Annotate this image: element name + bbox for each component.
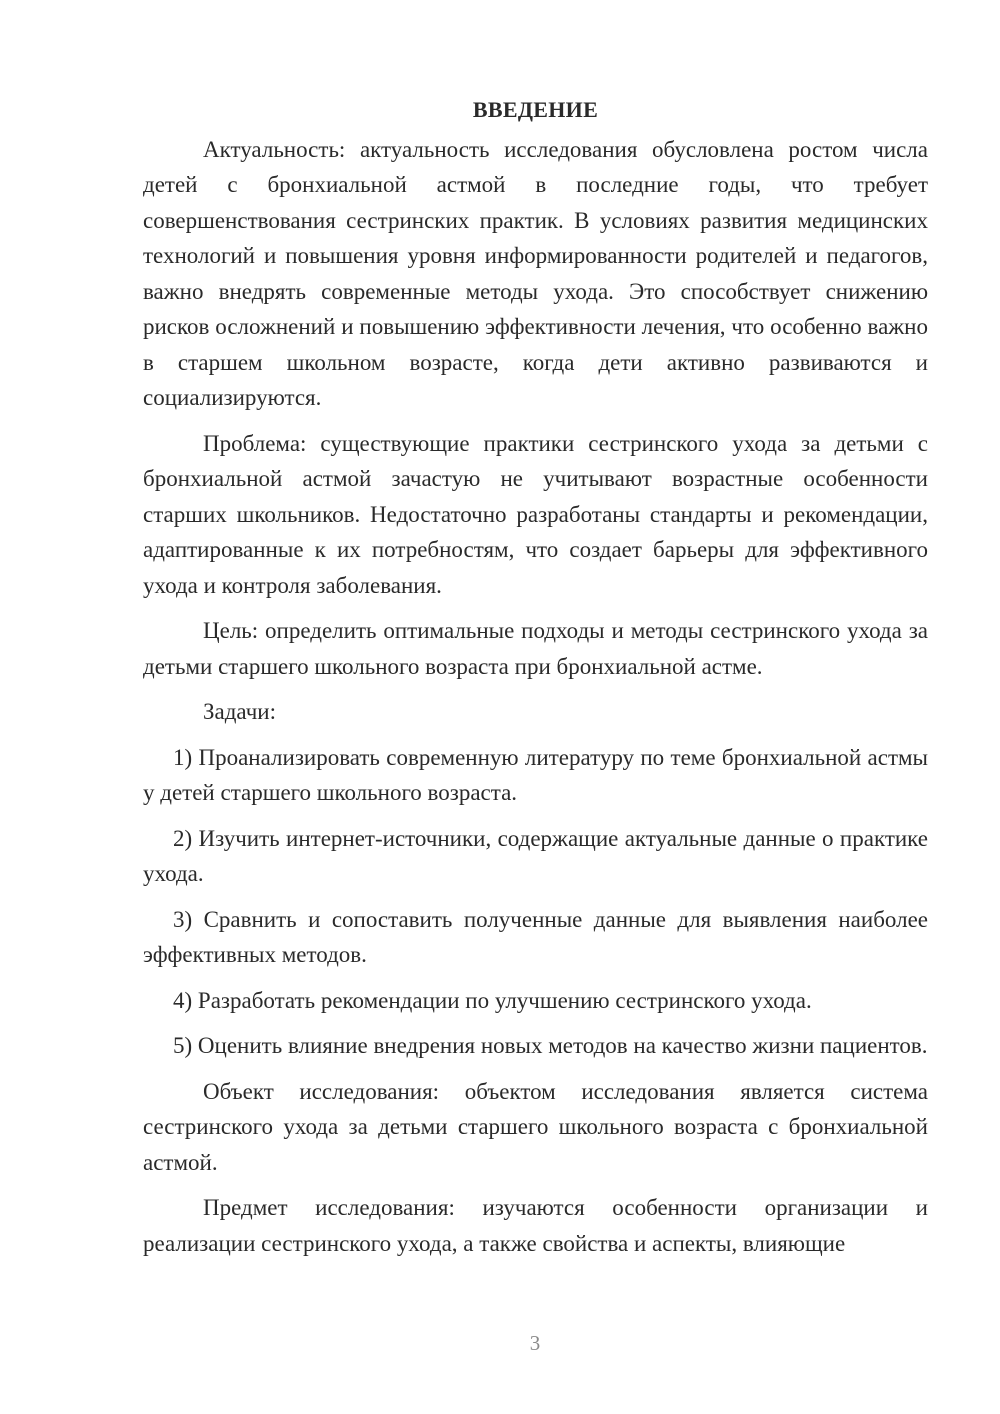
problem-paragraph: Проблема: существующие практики сестринского ухода за детьми с бронхиальной астмой зачастую не учитывают возрастные особенности старших школьников. Недостаточно разработаны стандарты и рекомендации, адаптированные к их потребностям, что создает барьеры для эффективного ухода и контроля заболевания. — [143, 430, 928, 598]
page-content — [143, 92, 928, 1271]
task-item: 1) Проанализировать современную литературу по теме бронхиальной астмы у детей старшего школьного возраста. — [143, 744, 928, 805]
task-item: 3) Сравнить и сопоставить полученные данные для выявления наиболее эффективных методов. — [143, 906, 928, 967]
task-item: 4) Разработать рекомендации по улучшению сестринского ухода. — [173, 987, 812, 1013]
task-item: 2) Изучить интернет-источники, содержащие актуальные данные о практике ухода. — [143, 825, 928, 886]
section-title: ВВЕДЕНИЕ — [472, 97, 599, 122]
task-item: 5) Оценить влияние внедрения новых методов на качество жизни пациентов. — [173, 1033, 928, 1058]
relevance-paragraph: Актуальность: актуальность исследования обусловлена ростом числа детей с бронхиальной астмой в последние годы, что требует совершенствования сестринских практик. В условиях развития медицинских технологий и повышения уровня информированности родителей и педагогов, важно внедрять современные методы ухода. Это способствует снижению рисков осложнений и повышению эффективности лечения, что особенно важно в старшем школьном возрасте, когда дети активно развиваются и социализируются. — [143, 136, 928, 410]
subject-paragraph: Предмет исследования: изучаются особенности организации и реализации сестринского ухода, а также свойства и аспекты, влияющие — [143, 1195, 928, 1256]
tasks-label: Задачи: — [203, 699, 276, 724]
object-paragraph: Объект исследования: объектом исследования является система сестринского ухода за детьми старшего школьного возраста с бронхиальной астмой. — [143, 1078, 928, 1175]
page-number: 3 — [529, 1331, 541, 1355]
goal-paragraph: Цель: определить оптимальные подходы и методы сестринского ухода за детьми старшего школьного возраста при бронхиальной астме. — [143, 618, 928, 679]
